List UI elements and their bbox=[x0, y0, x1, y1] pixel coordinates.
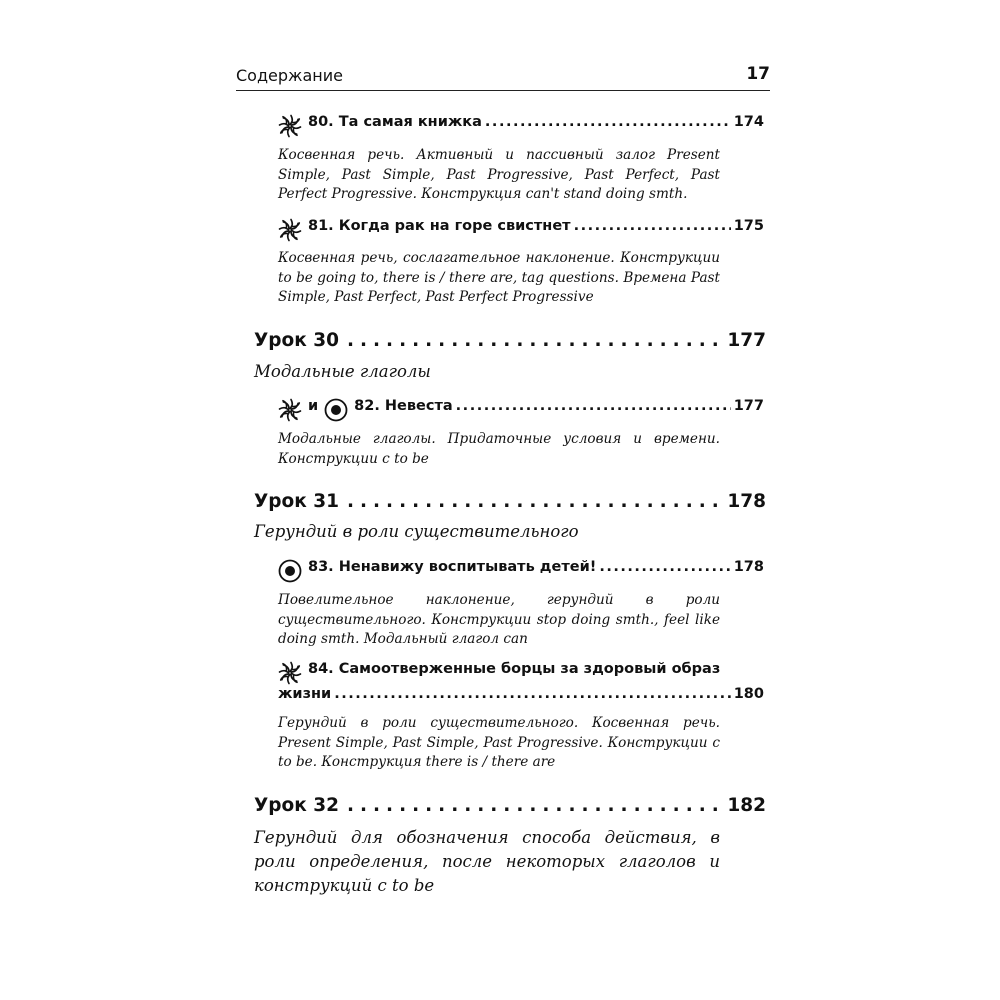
lesson-title: Урок 32 bbox=[254, 795, 339, 816]
entry-page: 177 bbox=[733, 398, 764, 414]
video-target-icon bbox=[324, 398, 348, 422]
leader-dots bbox=[456, 398, 731, 414]
lesson-page: 177 bbox=[727, 330, 766, 351]
leader-dots bbox=[599, 559, 730, 575]
toc-entry-80[interactable] bbox=[278, 114, 764, 138]
page-number: 17 bbox=[746, 64, 770, 84]
entry-title: 80. Та самая книжка bbox=[308, 114, 482, 130]
lesson-subtitle: Герундий для обозначения способа действия, в роли определения, после некоторых глаголов и конструкций с to be bbox=[254, 828, 720, 895]
conjunction: и bbox=[308, 398, 319, 414]
toc-entry-83[interactable] bbox=[278, 559, 764, 583]
entry-page: 174 bbox=[733, 114, 764, 130]
leader-dots bbox=[347, 330, 719, 351]
lesson-subtitle: Герундий в роли существительного bbox=[254, 522, 579, 541]
leader-dots bbox=[347, 795, 719, 816]
lesson-page: 178 bbox=[727, 491, 766, 512]
audio-swirl-icon bbox=[278, 398, 302, 422]
entry-description: Косвенная речь. Активный и пассивный залог Present Simple, Past Simple, Past Progressive, Past Perfect, Past Perfect Progressive. Конструкция can't stand doing smth. bbox=[278, 147, 720, 202]
audio-swirl-icon bbox=[278, 114, 302, 138]
leader-dots bbox=[485, 114, 731, 130]
lesson-title: Урок 30 bbox=[254, 330, 339, 351]
entry-description: Косвенная речь, сослагательное наклонение. Конструкции to be going to, there is / there are, tag questions. Времена Past Simple, Past Perfect, Past Perfect Progressive bbox=[278, 250, 720, 305]
audio-swirl-icon bbox=[278, 661, 302, 685]
toc-lesson-31[interactable] bbox=[254, 491, 766, 512]
entry-description: Герундий в роли существительного. Косвенная речь. Present Simple, Past Simple, Past Progressive. Конструкции с to be. Конструкция there is / there are bbox=[278, 715, 720, 770]
toc-lesson-30[interactable] bbox=[254, 330, 766, 351]
entry-page: 175 bbox=[733, 218, 764, 234]
toc-entry-82[interactable] bbox=[278, 398, 764, 422]
leader-dots bbox=[574, 218, 731, 234]
toc-lesson-32[interactable] bbox=[254, 795, 766, 816]
entry-title: 83. Ненавижу воспитывать детей! bbox=[308, 559, 597, 575]
toc-entry-84[interactable] bbox=[278, 661, 764, 685]
toc-entry-84-cont[interactable] bbox=[278, 686, 764, 702]
entry-description: Повелительное наклонение, герундий в роли существительного. Конструкции stop doing smth., feel like doing smth. Модальный глагол can bbox=[278, 592, 720, 647]
lesson-subtitle: Модальные глаголы bbox=[254, 362, 431, 381]
entry-title: 82. Невеста bbox=[354, 398, 453, 414]
page-header bbox=[236, 64, 770, 91]
audio-swirl-icon bbox=[278, 218, 302, 242]
toc-entry-81[interactable] bbox=[278, 218, 764, 242]
video-target-icon bbox=[278, 559, 302, 583]
leader-dots bbox=[334, 686, 731, 702]
lesson-page: 182 bbox=[727, 795, 766, 816]
running-title: Содержание bbox=[236, 66, 343, 85]
entry-title-line1: 84. Самоотверженные борцы за здоровый образ bbox=[308, 661, 721, 677]
entry-page: 178 bbox=[733, 559, 764, 575]
leader-dots bbox=[347, 491, 719, 512]
entry-title: 81. Когда рак на горе свистнет bbox=[308, 218, 571, 234]
entry-title-line2: жизни bbox=[278, 686, 332, 702]
entry-description: Модальные глаголы. Придаточные условия и времени. Конструкции с to be bbox=[278, 431, 720, 467]
entry-page: 180 bbox=[733, 686, 764, 702]
lesson-title: Урок 31 bbox=[254, 491, 339, 512]
